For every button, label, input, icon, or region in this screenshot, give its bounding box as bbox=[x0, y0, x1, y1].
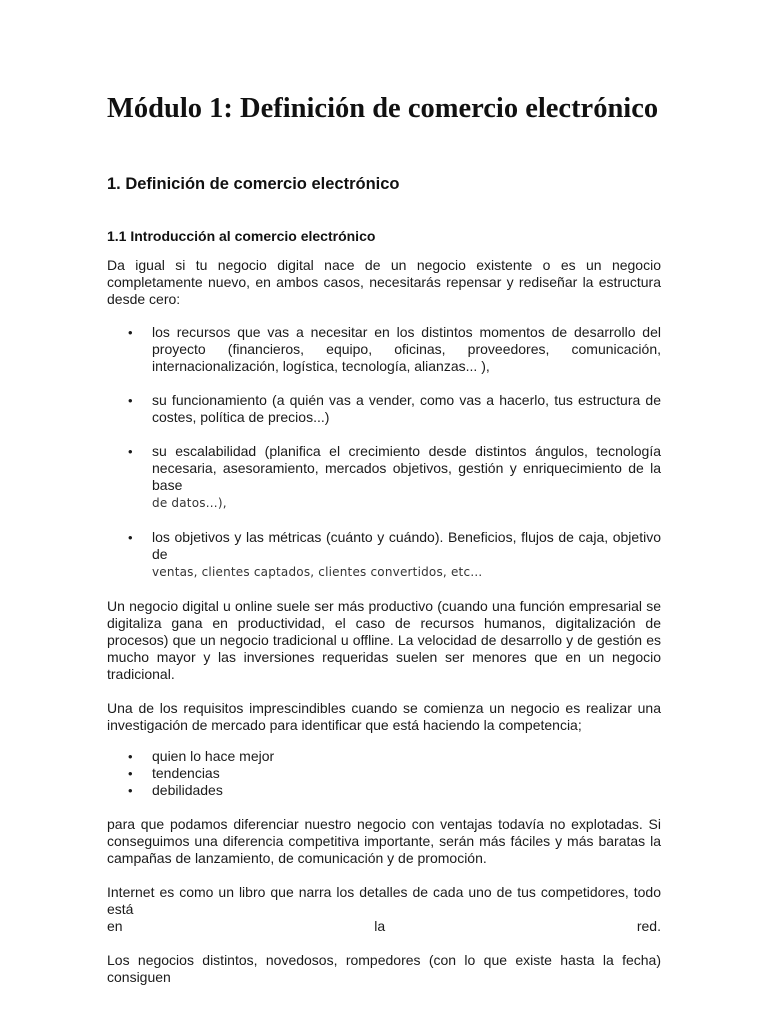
word: red. bbox=[636, 918, 661, 934]
word: en bbox=[107, 918, 123, 934]
paragraph-last: Los negocios distintos, novedosos, rompedores (con lo que existe hasta la fecha) consiguen bbox=[107, 952, 661, 985]
paragraph-requirements: Una de los requisitos imprescindibles cuando se comienza un negocio es realizar una investigación de mercado para identificar que está haciendo la competencia; bbox=[107, 700, 661, 733]
list-item: • debilidades bbox=[107, 782, 661, 799]
list-item-text: su escalabilidad (planifica el crecimiento desde distintos ángulos, tecnología necesaria, asesoramiento, mercados objetivos, gestión y enriquecimiento de la base bbox=[152, 443, 661, 493]
module-title: Módulo 1: Definición de comercio electrónico bbox=[107, 93, 659, 124]
paragraph-productive: Un negocio digital u online suele ser más productivo (cuando una función empresarial se digitaliza gana en productividad, el caso de recursos humanos, digitalización de procesos) que un negocio tradicional u offline. La velocidad de desarrollo y de gestión es mucho mayor y las inversiones requeridas suelen ser menores que en un negocio tradicional. bbox=[107, 598, 661, 682]
list-item-tail: ventas, clientes captados, clientes convertidos, etc… bbox=[152, 565, 483, 579]
paragraph-internet-last-line bbox=[107, 918, 661, 935]
list-item bbox=[107, 529, 661, 581]
word: la bbox=[374, 918, 386, 934]
competition-list bbox=[107, 748, 661, 799]
paragraph-internet: Internet es como un libro que narra los detalles de cada uno de tus competidores, todo está bbox=[107, 884, 661, 917]
list-item bbox=[107, 324, 661, 375]
requirements-list bbox=[107, 324, 661, 581]
intro-paragraph: Da igual si tu negocio digital nace de un negocio existente o es un negocio completamente nuevo, en ambos casos, necesitarás repensar y rediseñar la estructura desde cero: bbox=[107, 257, 661, 307]
list-item bbox=[107, 392, 661, 426]
subsection-heading: 1.1 Introducción al comercio electrónico bbox=[107, 228, 376, 244]
list-item-text: los objetivos y las métricas (cuánto y cuándo). Beneficios, flujos de caja, objetivo de bbox=[152, 529, 661, 562]
list-item bbox=[107, 443, 661, 512]
list-item-text: su funcionamiento (a quién vas a vender, como vas a hacerlo, tus estructura de costes, política de precios...) bbox=[152, 392, 661, 425]
section-heading: 1. Definición de comercio electrónico bbox=[107, 175, 400, 193]
list-item: • quien lo hace mejor bbox=[107, 748, 661, 765]
paragraph-differentiate: para que podamos diferenciar nuestro negocio con ventajas todavía no explotadas. Si conseguimos una diferencia competitiva importante, serán más fáciles y más baratas la campañas de lanzamiento, de comunicación y de promoción. bbox=[107, 816, 661, 866]
list-item-tail: de datos…), bbox=[152, 496, 227, 510]
list-item: • tendencias bbox=[107, 765, 661, 782]
list-item-text: los recursos que vas a necesitar en los distintos momentos de desarrollo del proyecto (financieros, equipo, oficinas, proveedores, comunicación, internacionalización, logística, tecnología, alianzas... ), bbox=[152, 324, 661, 374]
